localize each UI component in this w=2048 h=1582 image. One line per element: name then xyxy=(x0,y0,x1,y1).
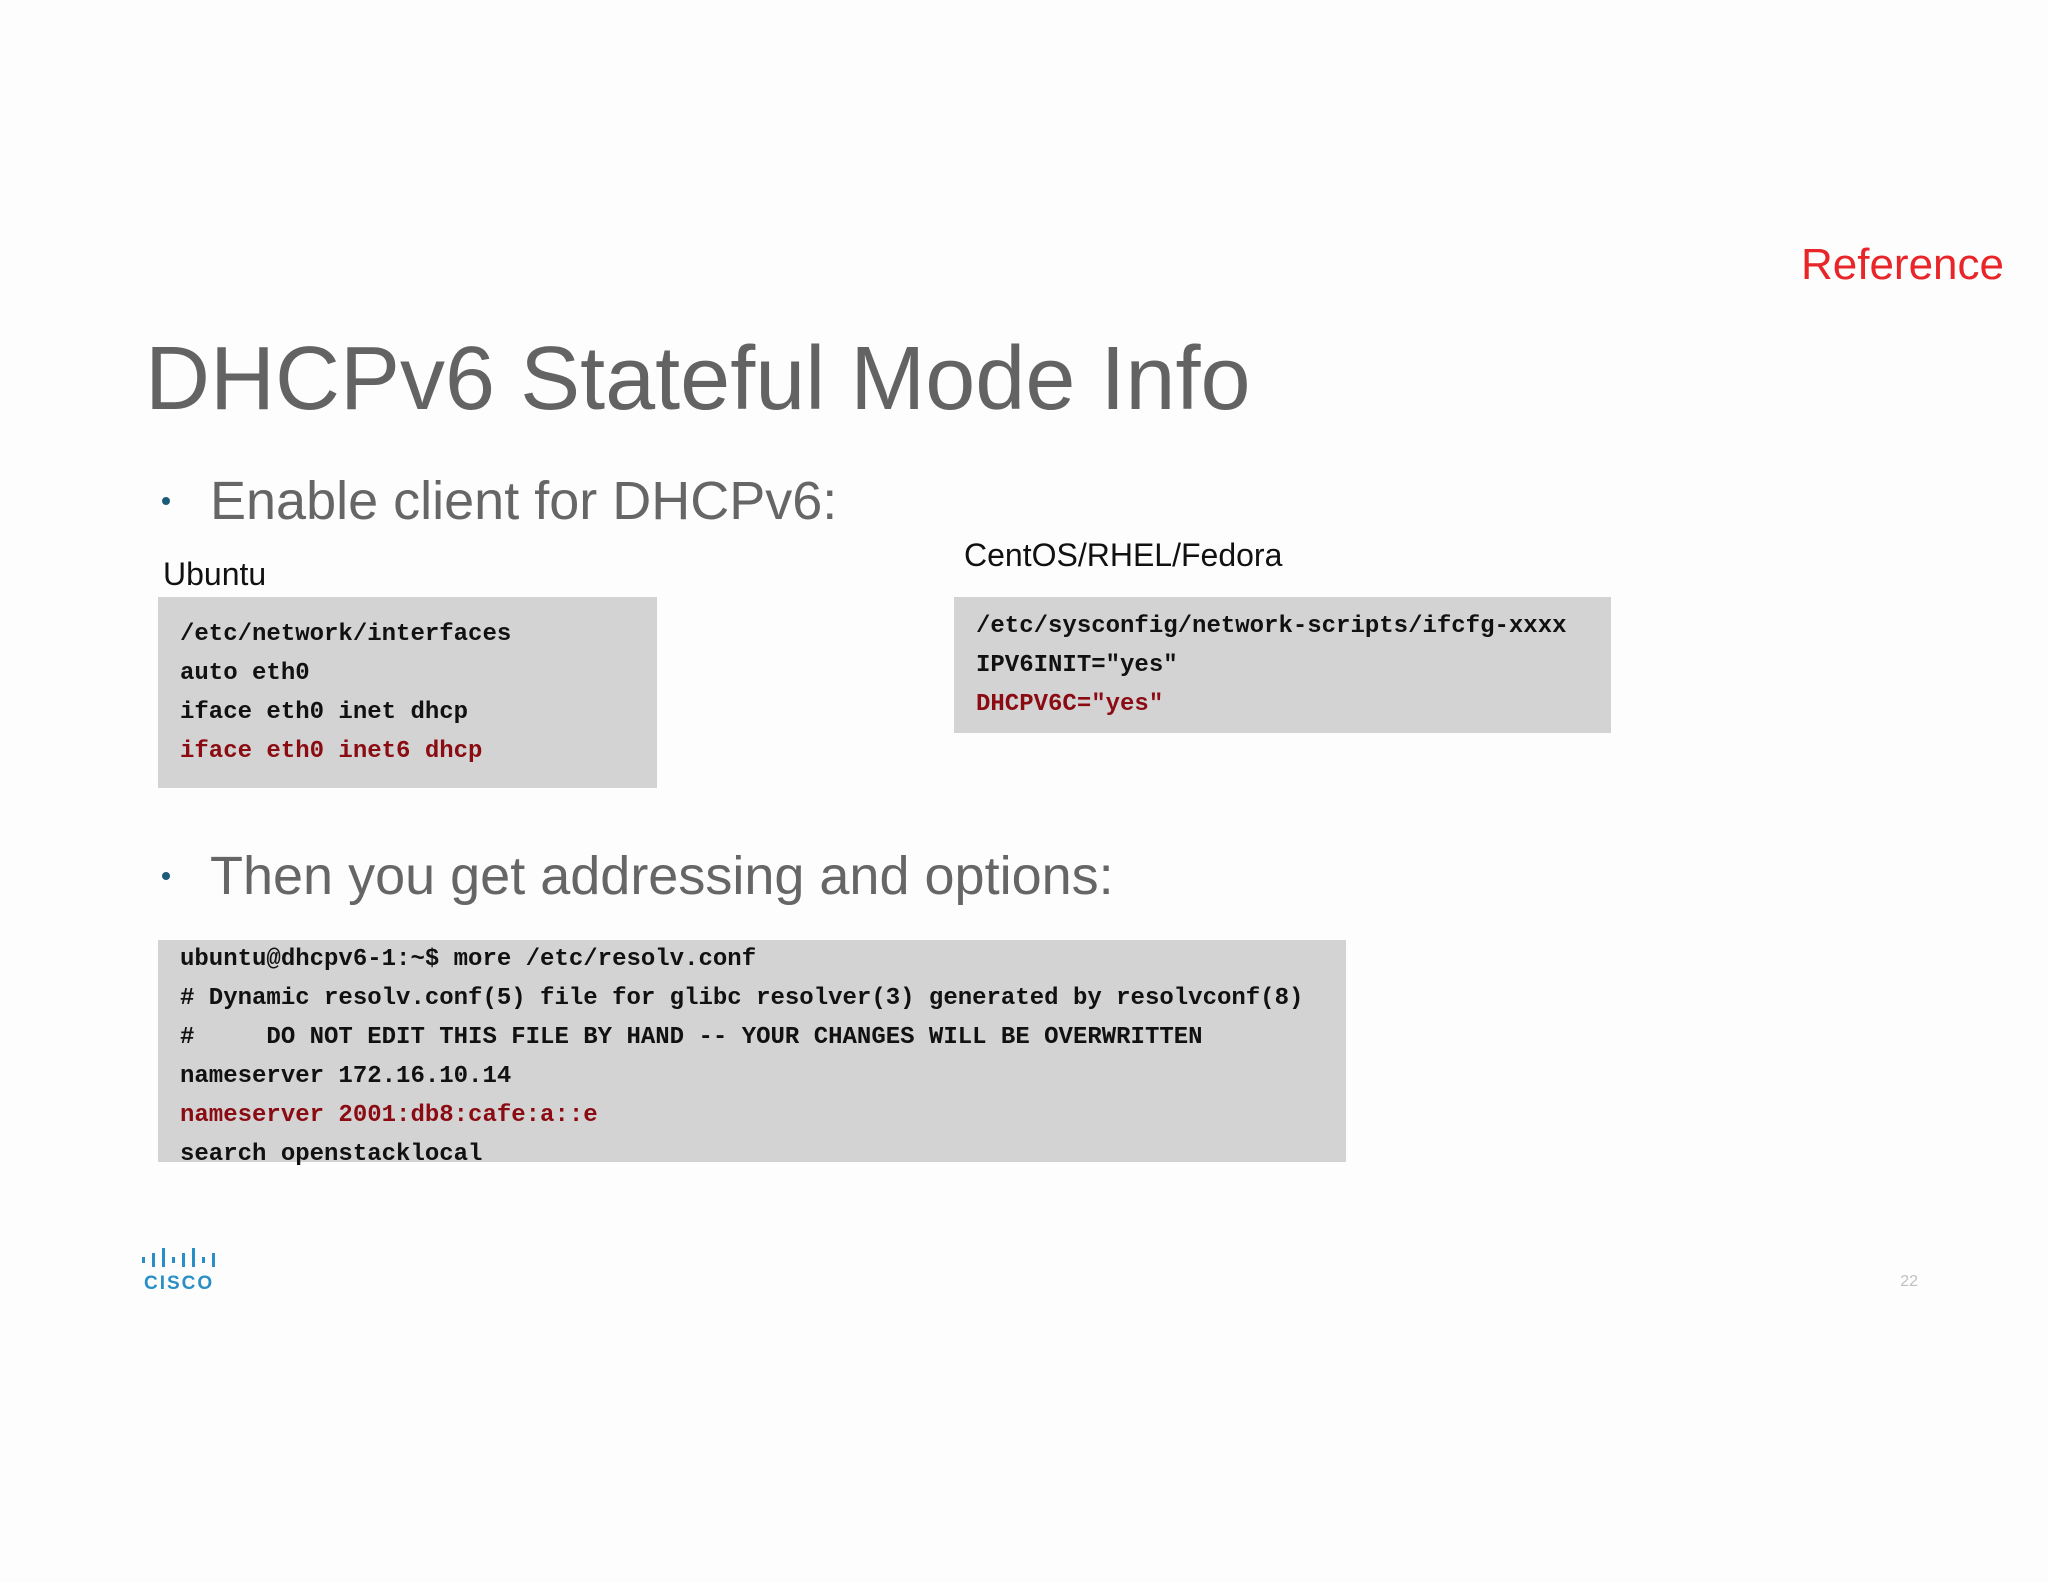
code-line: ubuntu@dhcpv6-1:~$ more /etc/resolv.conf xyxy=(180,946,757,973)
bullet-text: Enable client for DHCPv6: xyxy=(210,471,838,531)
page-number: 22 xyxy=(1900,1273,1918,1290)
bullet-enable-client xyxy=(162,470,837,532)
code-line: IPV6INIT="yes" xyxy=(976,652,1178,679)
centos-label: CentOS/RHEL/Fedora xyxy=(964,537,1283,573)
bullet-dot-icon xyxy=(162,497,170,505)
code-line: search openstacklocal xyxy=(180,1141,483,1168)
resolv-conf-box xyxy=(158,940,1346,1168)
bullet-dot-icon xyxy=(162,872,170,880)
cisco-logo-icon xyxy=(140,1246,224,1294)
code-line-highlighted: iface eth0 inet6 dhcp xyxy=(180,738,483,765)
slide-title: DHCPv6 Stateful Mode Info xyxy=(145,329,1251,429)
code-line-highlighted: DHCPV6C="yes" xyxy=(976,691,1164,718)
code-line: /etc/network/interfaces xyxy=(180,621,512,648)
code-line-highlighted: nameserver 2001:db8:cafe:a::e xyxy=(180,1102,598,1129)
reference-label: Reference xyxy=(1800,240,2004,289)
code-line: # DO NOT EDIT THIS FILE BY HAND -- YOUR CHANGES WILL BE OVERWRITTEN xyxy=(180,1024,1203,1051)
code-line: /etc/sysconfig/network-scripts/ifcfg-xxxx xyxy=(976,613,1567,640)
ubuntu-config-box xyxy=(158,597,657,788)
bullet-text: Then you get addressing and options: xyxy=(210,846,1114,906)
code-line: nameserver 172.16.10.14 xyxy=(180,1063,512,1090)
code-line: auto eth0 xyxy=(180,660,310,687)
code-line: iface eth0 inet dhcp xyxy=(180,699,469,726)
centos-config-box xyxy=(954,597,1611,733)
ubuntu-label: Ubuntu xyxy=(163,556,267,592)
bullet-addressing-options xyxy=(162,845,1114,907)
code-line: # Dynamic resolv.conf(5) file for glibc resolver(3) generated by resolvconf(8) xyxy=(180,985,1304,1012)
logo-text: CISCO xyxy=(144,1273,215,1294)
